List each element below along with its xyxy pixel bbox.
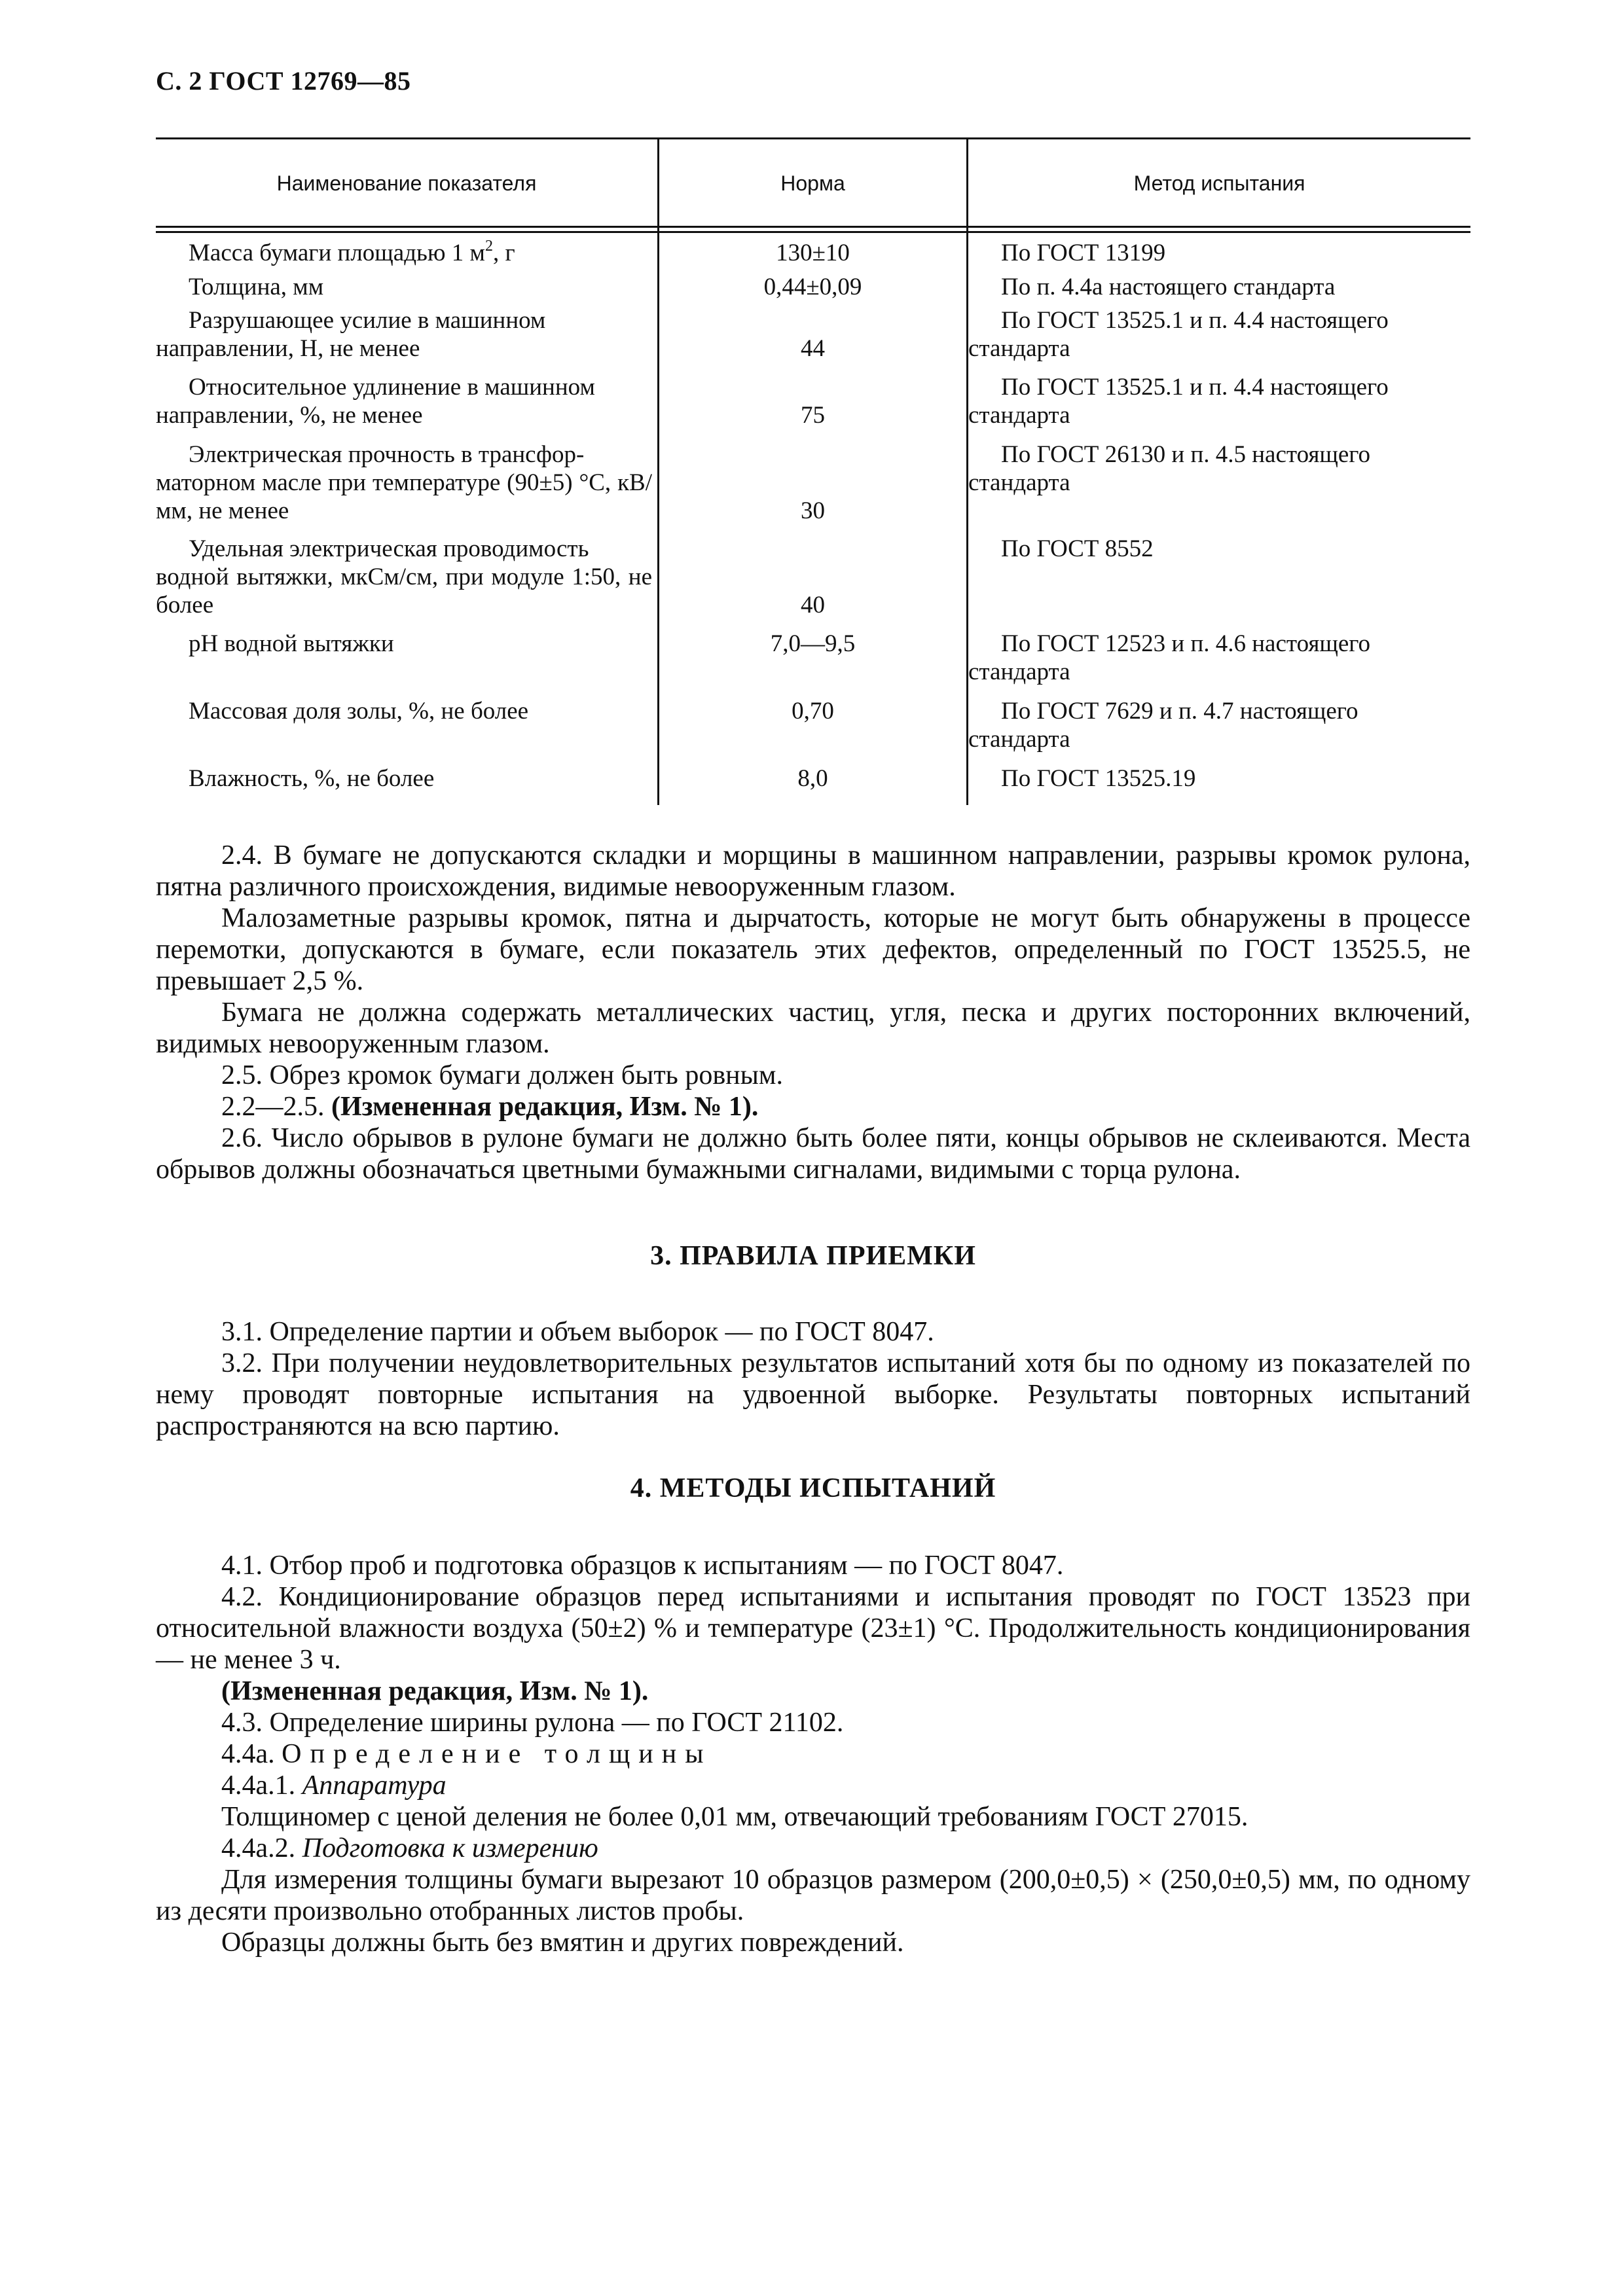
table-header-rule-double: [156, 231, 1470, 233]
paragraph-3-2: 3.2. При получении неудовлетворительных результатов испытаний хотя бы по одному из показателей по нему проводят повторные испытания на удвоенной выборке. Результаты повторных испытаний распространяются на всю партию.: [156, 1348, 1470, 1441]
table-header-rule: [156, 226, 1470, 228]
section-2-text: [156, 840, 1470, 1185]
norm-value: 75: [801, 402, 825, 429]
paragraph-sample-prep: Для измерения толщины бумаги вырезают 10 образцов размером (200,0±0,5) × (250,0±0,5) мм, по одному из десяти произвольно отобранных листов пробы.: [156, 1865, 1470, 1926]
test-method: По ГОСТ 13525.1 и п. 4.4 настоящего стандарта: [968, 374, 1389, 429]
table-header-norm: Норма: [780, 171, 845, 195]
table-top-rule: [156, 137, 1470, 139]
test-method: По ГОСТ 13525.1 и п. 4.4 настоящего стандарта: [968, 307, 1389, 362]
test-method: По ГОСТ 7629 и п. 4.7 настоящего стандарта: [968, 698, 1359, 753]
norm-value: 30: [801, 497, 825, 524]
indicator-name: рН водной вытяжки: [189, 630, 394, 657]
table-header-method: Метод испытания: [1133, 171, 1305, 195]
norm-value: 0,70: [792, 698, 834, 725]
test-method: По ГОСТ 12523 и п. 4.6 настоящего стандарта: [968, 630, 1371, 685]
paragraph-4-4a-1: 4.4а.1. Аппаратура: [221, 1770, 447, 1801]
norm-value: 8,0: [797, 765, 828, 792]
section-4-text: [156, 1550, 1470, 1958]
norm-value: 44: [801, 335, 825, 362]
table-header-indicator: Наименование показателя: [276, 171, 537, 195]
indicator-name: Массовая доля золы, %, не более: [189, 698, 529, 725]
test-method: По ГОСТ 13199: [1001, 240, 1166, 266]
page-header: С. 2 ГОСТ 12769—85: [156, 66, 411, 96]
test-method: По ГОСТ 8552: [1001, 535, 1154, 562]
paragraph-3-1: 3.1. Определение партии и объем выборок — по ГОСТ 8047.: [221, 1317, 934, 1347]
indicator-name: Масса бумаги площадью 1 $м^2$, г: [189, 237, 515, 266]
amendment-note-2: 2.2—2.5. (Измененная редакция, Изм. № 1).: [221, 1092, 759, 1122]
paragraph-2-4-defects: Малозаметные разрывы кромок, пятна и дырчатость, которые не могут быть обнаружены в процессе перемотки, допускаются в бумаге, если показатель этих дефектов, определенный по ГОСТ 13525.5, не превышает 2,5 %.: [156, 903, 1470, 996]
section-3-heading: 3. ПРАВИЛА ПРИЕМКИ: [650, 1241, 976, 1271]
paragraph-instrument: Толщиномер с ценой деления не более 0,01 мм, отвечающий требованиям ГОСТ 27015.: [221, 1802, 1249, 1832]
indicator-name: Относительное удлинение в машинном направлении, %, не менее: [156, 374, 595, 429]
paragraph-4-4a: 4.4а. Определение толщины: [221, 1739, 712, 1769]
test-method: По ГОСТ 26130 и п. 4.5 настоящего стандарта: [968, 441, 1371, 496]
indicator-name: Толщина, мм: [189, 274, 324, 300]
paragraph-4-3: 4.3. Определение ширины рулона — по ГОСТ 21102.: [221, 1708, 844, 1738]
norm-value: 7,0—9,5: [770, 630, 856, 657]
indicator-name: Влажность, %, не более: [189, 765, 435, 792]
norm-value: 130±10: [776, 240, 850, 266]
indicator-name: Удельная электрическая проводимость водной вытяжки, мкСм/см, при модуле 1:50, не более: [156, 535, 652, 619]
paragraph-2-4-inclusions: Бумага не должна содержать металлических частиц, угля, песка и других посторонних включений, видимых невооруженным глазом.: [156, 997, 1470, 1059]
paragraph-2-6: 2.6. Число обрывов в рулоне бумаги не должно быть более пяти, концы обрывов не склеиваются. Места обрывов должны обозначаться цветными бумажными сигналами, видимыми с торца рулона.: [156, 1123, 1470, 1185]
test-method: По ГОСТ 13525.19: [1001, 765, 1196, 792]
paragraph-4-1: 4.1. Отбор проб и подготовка образцов к испытаниям — по ГОСТ 8047.: [221, 1551, 1064, 1581]
paragraph-4-4a-2: 4.4а.2. Подготовка к измерению: [221, 1833, 598, 1863]
amendment-note-4: (Измененная редакция, Изм. № 1).: [221, 1676, 649, 1706]
paragraph-sample-condition: Образцы должны быть без вмятин и других повреждений.: [221, 1928, 904, 1958]
paragraph-2-5: 2.5. Обрез кромок бумаги должен быть ровным.: [221, 1060, 783, 1090]
section-4-heading: 4. МЕТОДЫ ИСПЫТАНИЙ: [630, 1473, 996, 1503]
norm-value: 40: [801, 592, 825, 619]
section-3-text: [156, 1316, 1470, 1442]
indicator-name: Электрическая прочность в трансфор- маторном масле при температуре (90±5) °С, кВ/мм, не менее: [156, 441, 652, 524]
norm-value: 0,44±0,09: [763, 274, 862, 300]
paragraph-4-2: 4.2. Кондиционирование образцов перед испытаниями и испытания проводят по ГОСТ 13523 при относительной влажности воздуха (50±2) % и температуре (23±1) °С. Продолжительность кондиционирования — не менее 3 ч.: [156, 1582, 1470, 1675]
test-method: По п. 4.4а настоящего стандарта: [1001, 274, 1336, 300]
paragraph-2-4: 2.4. В бумаге не допускаются складки и морщины в машинном направлении, разрывы кромок рулона, пятна различного происхождения, видимые невооруженным глазом.: [156, 840, 1470, 902]
indicator-name: Разрушающее усилие в машинном направлении, Н, не менее: [156, 307, 546, 362]
